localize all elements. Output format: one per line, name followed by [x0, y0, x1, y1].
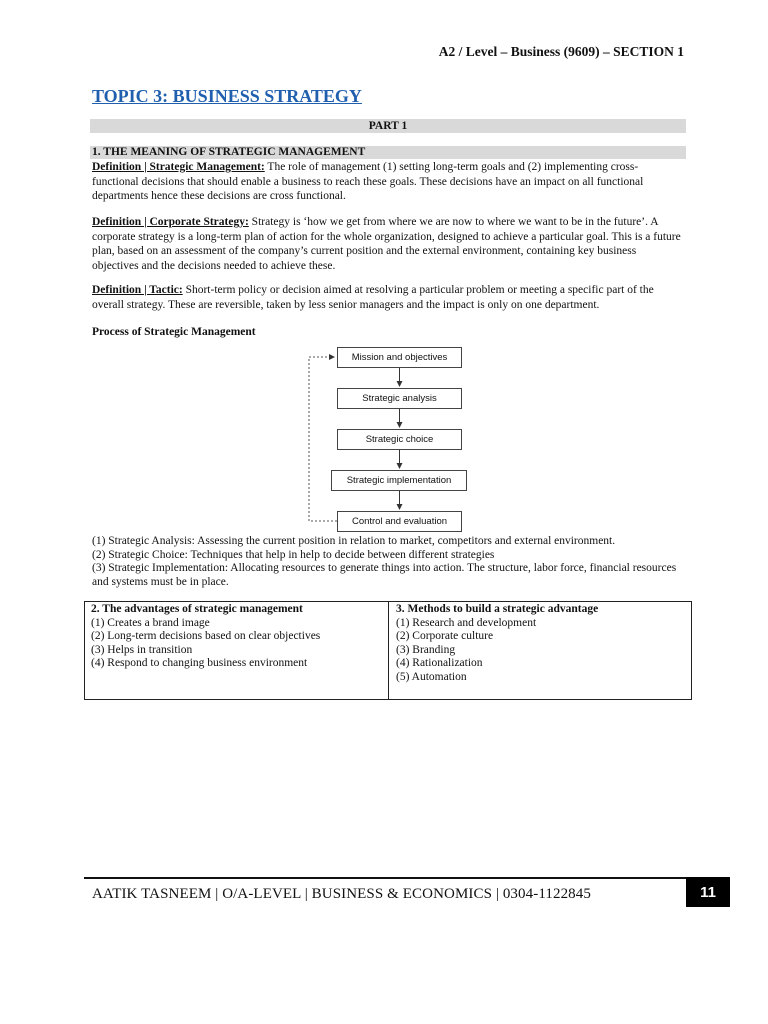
method-item: (5) Automation — [396, 670, 467, 683]
process-title: Process of Strategic Management — [92, 326, 256, 338]
advantage-item: (2) Long-term decisions based on clear objectives — [91, 630, 321, 643]
method-item: (3) Branding — [396, 643, 456, 656]
flow-box-implementation: Strategic implementation — [331, 470, 467, 491]
step-item: (2) Strategic Choice: Techniques that help in help to decide between different strategies — [92, 548, 495, 561]
feedback-loop — [309, 357, 337, 521]
definition-term: Definition | Tactic: — [92, 284, 183, 296]
footer-text: AATIK TASNEEM | O/A-LEVEL | BUSINESS & ECONOMICS | 0304-1122845 — [92, 886, 591, 902]
topic-title: TOPIC 3: BUSINESS STRATEGY — [92, 86, 362, 106]
method-item: (4) Rationalization — [396, 657, 483, 670]
definition-text: Strategy is ‘how we get from where we are now to where we want to be in the future’. A corporate strategy is a long-term plan of action for the whole organization, designed to achieve a particular goal. This is a future plan, based on an assessment of the company’s current position and the external environment, containing key business objectives and the decisions needed to achieve these. — [92, 216, 681, 272]
definition-term: Definition | Corporate Strategy: — [92, 216, 249, 228]
part-band: PART 1 — [90, 119, 686, 133]
advantage-item: (4) Respond to changing business environment — [91, 657, 308, 670]
process-steps — [92, 535, 684, 589]
definition-term: Definition | Strategic Management: — [92, 161, 265, 173]
step-item: (1) Strategic Analysis: Assessing the current position in relation to market, competitors and external environment. — [92, 535, 616, 547]
methods-column — [389, 602, 691, 699]
flow-box-analysis: Strategic analysis — [337, 388, 462, 409]
flow-box-choice: Strategic choice — [337, 429, 462, 450]
advantages-heading: 2. The advantages of strategic management — [91, 603, 303, 615]
definition-text: Short-term policy or decision aimed at resolving a particular problem or meeting a specific part of the overall strategy. These are reversible, taken by less senior managers and the impact is only on one department. — [92, 284, 654, 311]
summary-table — [84, 601, 692, 700]
advantages-column — [85, 602, 389, 699]
methods-heading: 3. Methods to build a strategic advantage — [396, 603, 599, 615]
flow-box-control: Control and evaluation — [337, 511, 462, 532]
flow-box-mission: Mission and objectives — [337, 347, 462, 368]
method-item: (1) Research and development — [396, 616, 537, 629]
step-item: (3) Strategic Implementation: Allocating resources to generate things into action. The structure, labor force, financial resources and systems must be in place. — [92, 562, 677, 588]
footer-divider — [84, 877, 686, 879]
method-item: (2) Corporate culture — [396, 630, 494, 643]
advantage-item: (3) Helps in transition — [91, 643, 193, 656]
advantage-item: (1) Creates a brand image — [91, 616, 210, 629]
section-heading: 1. THE MEANING OF STRATEGIC MANAGEMENT — [90, 146, 686, 159]
definition-text: The role of management (1) setting long-term goals and (2) implementing cross-functional decisions that should enable a business to reach these goals. These decisions have an impact on all functional departments hence these decisions are cross functional. — [92, 161, 644, 202]
header-reference: A2 / Level – Business (9609) – SECTION 1 — [438, 44, 684, 59]
page-number: 11 — [686, 877, 730, 907]
